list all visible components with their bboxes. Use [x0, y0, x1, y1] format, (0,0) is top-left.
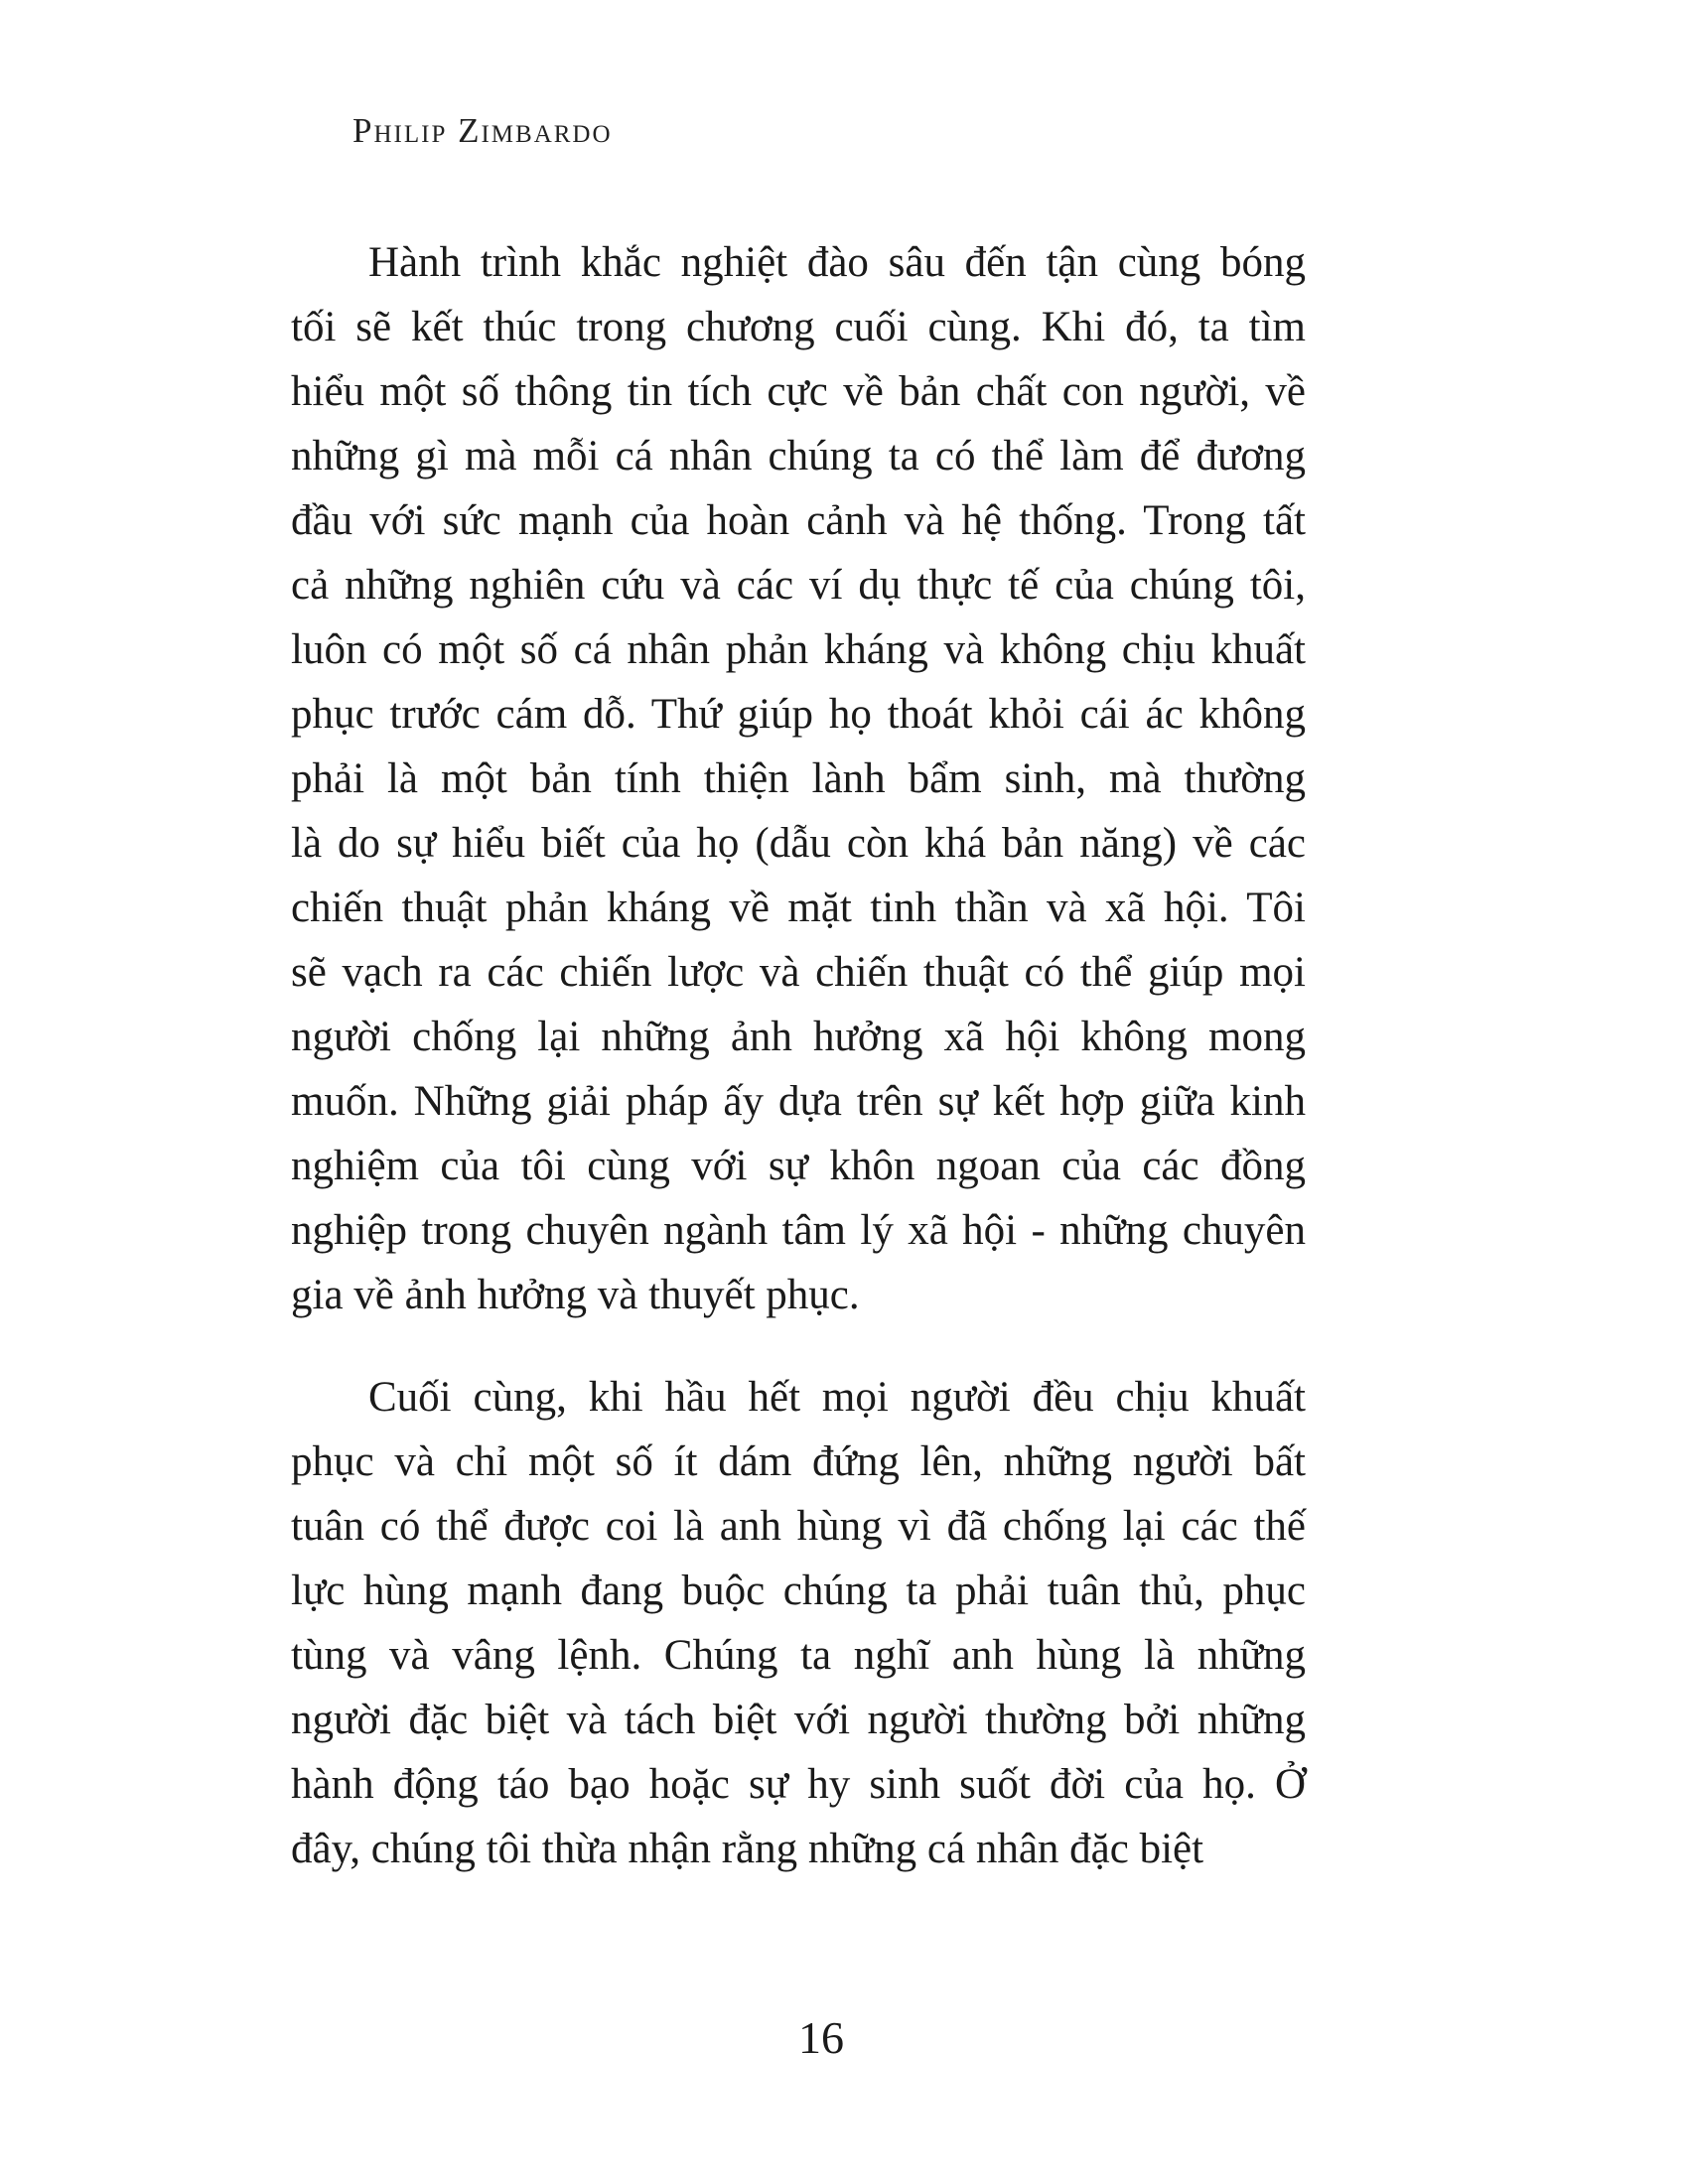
text-line: người đặc biệt và tách biệt với người thường bởi những	[291, 1697, 1306, 1743]
paragraph	[291, 1365, 1306, 1881]
text-line: phục và chỉ một số ít dám đứng lên, những người bất	[291, 1438, 1306, 1485]
text-line: gia về ảnh hưởng và thuyết phục.	[291, 1272, 860, 1318]
author-name: Philip Zimbardo	[352, 111, 613, 150]
body-text	[291, 230, 1306, 1881]
text-line: Cuối cùng, khi hầu hết mọi người đều chịu khuất	[368, 1374, 1306, 1421]
text-line: hiểu một số thông tin tích cực về bản chất con người, về	[291, 368, 1306, 415]
text-line: người chống lại những ảnh hưởng xã hội không mong	[291, 1014, 1306, 1060]
text-line: nghiệm của tôi cùng với sự khôn ngoan của các đồng	[291, 1143, 1306, 1189]
text-line: chiến thuật phản kháng về mặt tinh thần và xã hội. Tôi	[291, 885, 1306, 931]
paragraph	[291, 230, 1306, 1327]
text-line: nghiệp trong chuyên ngành tâm lý xã hội - những chuyên	[291, 1207, 1306, 1254]
text-line: muốn. Những giải pháp ấy dựa trên sự kết hợp giữa kinh	[291, 1078, 1306, 1125]
text-line: luôn có một số cá nhân phản kháng và không chịu khuất	[291, 626, 1306, 673]
text-line: lực hùng mạnh đang buộc chúng ta phải tuân thủ, phục	[291, 1568, 1306, 1614]
text-line: cả những nghiên cứu và các ví dụ thực tế của chúng tôi,	[291, 562, 1306, 609]
text-line: sẽ vạch ra các chiến lược và chiến thuật có thể giúp mọi	[291, 949, 1306, 996]
text-line: tuân có thể được coi là anh hùng vì đã chống lại các thế	[291, 1503, 1306, 1550]
text-line: đây, chúng tôi thừa nhận rằng những cá nhân đặc biệt	[291, 1826, 1204, 1872]
text-line: đầu với sức mạnh của hoàn cảnh và hệ thống. Trong tất	[291, 497, 1306, 544]
text-line: tùng và vâng lệnh. Chúng ta nghĩ anh hùng là những	[291, 1632, 1306, 1679]
running-header	[352, 111, 613, 151]
text-line: là do sự hiểu biết của họ (dẫu còn khá bản năng) về các	[291, 820, 1306, 867]
text-line: Hành trình khắc nghiệt đào sâu đến tận cùng bóng	[368, 239, 1306, 286]
page-number: 16	[798, 2012, 844, 2063]
text-line: hành động táo bạo hoặc sự hy sinh suốt đời của họ. Ở	[291, 1761, 1306, 1808]
text-line: phục trước cám dỗ. Thứ giúp họ thoát khỏi cái ác không	[291, 691, 1306, 738]
text-line: những gì mà mỗi cá nhân chúng ta có thể làm để đương	[291, 433, 1306, 479]
text-line: tối sẽ kết thúc trong chương cuối cùng. Khi đó, ta tìm	[291, 304, 1306, 350]
text-line: phải là một bản tính thiện lành bẩm sinh, mà thường	[291, 755, 1306, 802]
